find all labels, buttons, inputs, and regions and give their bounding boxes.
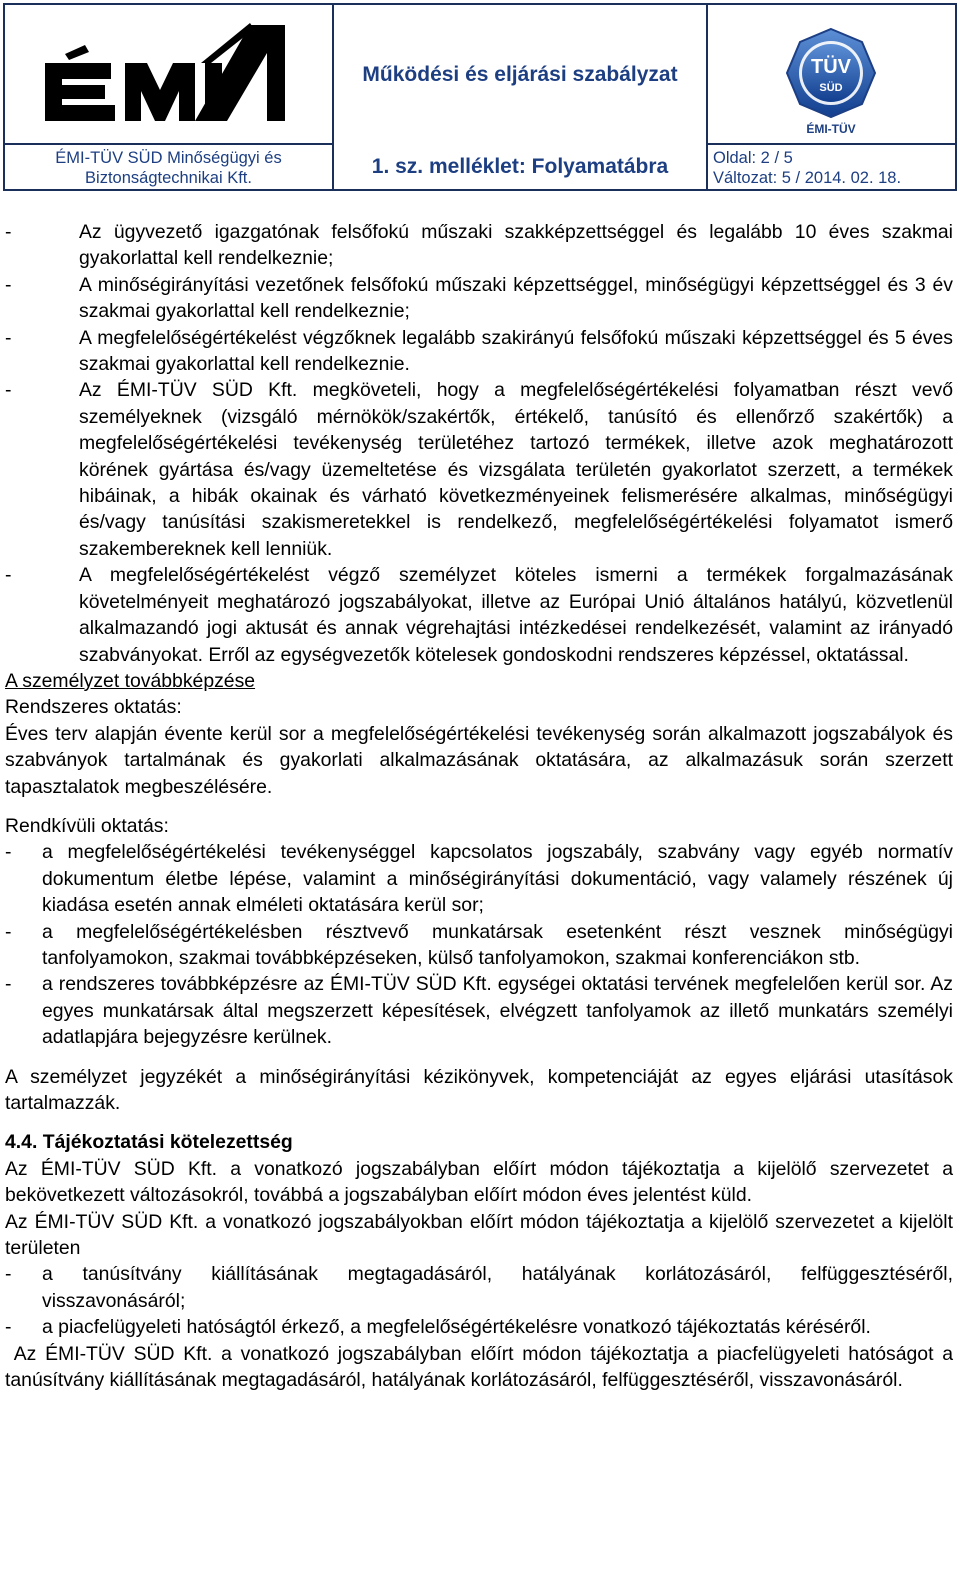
list-item: - a piacfelügyeleti hatóságtól érkező, a megfelelőségértékelésre vonatkozó tájékoztatás kéréséről. bbox=[5, 1316, 871, 1339]
list-item: - a megfelelőségértékelésben résztvevő munkatársak esetenként részt vesznek minőségügyi tanfolyamokon, szakmai továbbképzéseken, külső tanfolyamokon, szakmai konferenciákon stb. bbox=[5, 920, 953, 969]
list-item: - A megfelelőségértékelést végző személyzet köteles ismerni a termékek forgalmazásának követelményeit meghatározó jogszabályokat, illetve az Európai Unió általános hatályú, közvetlenül alkalmazandó jogi aktusát és annak végrehajtási intézkedései rendelkezését, valamint az irányadó szabványokat. Erről az egységvezetők kötelesek gondoskodni rendszeres képzéssel, oktatással. bbox=[5, 564, 953, 666]
list-item: - A minőségirányítási vezetőnek felsőfokú műszaki képzettséggel, minőségügyi képzettséggel és 3 év szakmai gyakorlattal kell rendelkeznie; bbox=[5, 273, 953, 323]
extra-training-list bbox=[5, 839, 953, 1050]
list-item: - A megfelelőségértékelést végzőknek legalább szakirányú felsőfokú műszaki képzettséggel és 5 éves szakmai gyakorlattal kell rendelkeznie. bbox=[5, 326, 953, 376]
emi-logo bbox=[5, 5, 332, 145]
info-paragraph: Az ÉMI-TÜV SÜD Kft. a vonatkozó jogszabályokban előírt módon tájékoztatja a kijelölő szervezetet a kijelölt területen bbox=[5, 1210, 953, 1260]
list-item: - a tanúsítvány kiállításának megtagadásáról, hatályának korlátozásáról, felfüggesztéséről, visszavonásáról; bbox=[5, 1263, 953, 1312]
document-title-cell bbox=[334, 5, 706, 145]
list-item: - a rendszeres továbbképzésre az ÉMI-TÜV SÜD Kft. egységei oktatási tervének megfelelően kerül sor. Az egyes munkatársak által megszerzett képesítések, elvégzett tanfolyamok az illető munkatárs személyi adatlapjára bejegyzésre kerülnek. bbox=[5, 973, 953, 1049]
training-section-title: A személyzet továbbképzése bbox=[5, 669, 256, 692]
sud-badge-text: SÜD bbox=[819, 82, 843, 94]
document-header bbox=[3, 3, 957, 191]
section-heading: 4.4. Tájékoztatási kötelezettség bbox=[5, 1131, 293, 1154]
company-name bbox=[5, 145, 332, 189]
tuv-logo bbox=[708, 5, 955, 145]
tuv-badge-text: TÜV bbox=[811, 56, 851, 78]
regular-training-label: Rendszeres oktatás: bbox=[5, 696, 182, 719]
list-item: - Az ÉMI-TÜV SÜD Kft. megköveteli, hogy a megfelelőségértékelési folyamatban részt vevő személyeknek (vizsgáló mérnökök/szakértők, értékelő, tanúsító és ellenőrző szakértők) a megfelelőségértékelési tevékenység területéhez tartozó termékek, illetve azok meghatározott körének gyártása és/vagy üzemeltetése és vizsgálata területén gyakorlatot szerzett, a termékek hibáinak, a hibák okainak és várható következményeinek felismerésére alkalmas, minőségügyi és/vagy tanúsítási szakismeretekkel is rendelkező, megfelelőségértékelési folyamatot ismerő szakembereknek kell lenniük. bbox=[5, 379, 953, 560]
list-item: - Az ügyvezető igazgatónak felsőfokú műszaki szakképzettséggel és legalább 10 éves szakmai gyakorlattal kell rendelkeznie; bbox=[5, 221, 953, 270]
info-paragraph: Az ÉMI-TÜV SÜD Kft. a vonatkozó jogszabályban előírt módon tájékoztatja a kijelölő szervezetet a bekövetkezett változásokról, továbbá a jogszabályban előírt módon éves jelentést küld. bbox=[5, 1157, 953, 1207]
annex-title: 1. sz. melléklet: Folyamatábra bbox=[371, 155, 669, 178]
personnel-registry-text: A személyzet jegyzékét a minőségirányítási kézikönyvek, kompetenciáját az egyes eljárási utasítások tartalmazzák. bbox=[5, 1065, 953, 1114]
regular-training-text: Éves terv alapján évente kerül sor a megfelelőségértékelési tevékenység során alkalmazott jogszabályok és szabványok tartalmának és gyakorlati alkalmazásának oktatására, az alkalmazásuk során szerzett tapasztalatok megbeszélésére. bbox=[5, 722, 953, 798]
list-item: - a megfelelőségértékelési tevékenységgel kapcsolatos jogszabály, szabvány vagy egyéb normatív dokumentum életbe lépése, valamint a minőségirányítási dokumentáció, vagy valamely részének új kiadása esetén annak elméleti oktatására kerül sor; bbox=[5, 841, 953, 917]
extra-training-label: Rendkívüli oktatás: bbox=[5, 814, 169, 837]
company-name-line: ÉMI-TÜV SÜD Minőségügyi és bbox=[55, 149, 282, 167]
document-body bbox=[5, 219, 959, 1393]
info-list bbox=[5, 1261, 953, 1340]
tuv-caption: ÉMI-TÜV bbox=[806, 122, 856, 136]
version-date: Változat: 5 / 2014. 02. 18. bbox=[713, 169, 902, 187]
requirements-list bbox=[5, 219, 953, 668]
document-title: Működési és eljárási szabályzat bbox=[362, 63, 678, 86]
company-name-line: Biztonságtechnikai Kft. bbox=[85, 169, 252, 187]
page-number: Oldal: 2 / 5 bbox=[713, 149, 793, 167]
info-paragraph: Az ÉMI-TÜV SÜD Kft. a vonatkozó jogszabályban előírt módon tájékoztatja a piacfelügyeleti hatóságot a tanúsítvány kiállításának megtagadásáról, hatályának korlátozásáról, felfüggesztéséről, visszavonásáról. bbox=[5, 1342, 959, 1392]
page-info bbox=[708, 145, 955, 189]
